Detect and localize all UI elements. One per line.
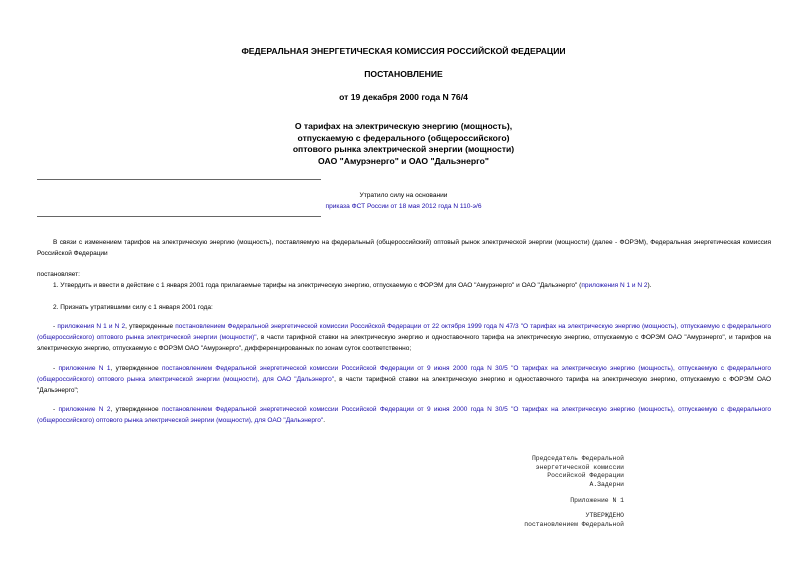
title-line-1: О тарифах на электрическую энергию (мощность),	[294, 121, 513, 131]
approved-by: постановлением Федеральной	[524, 520, 624, 528]
agency-heading: ФЕДЕРАЛЬНАЯ ЭНЕРГЕТИЧЕСКАЯ КОМИССИЯ РОССИЙСКОЙ ФЕДЕРАЦИИ	[241, 46, 566, 56]
intro-paragraph: В связи с изменением тарифов на электрическую энергию (мощность), поставляемую на федеральный (общероссийский) оптовый рынок электрической энергии (мощности) (далее - ФОРЭМ), Федеральная энергетическая комиссия Российской Федерации	[37, 239, 771, 257]
item-2-text: , утвержденное	[110, 365, 162, 372]
item-2-dash: -	[53, 365, 59, 372]
approval-block	[324, 512, 624, 529]
signature-name: А.Задерни	[589, 480, 624, 488]
item-3-appendix-link[interactable]: приложение N 2	[58, 406, 111, 413]
repeal-order-link[interactable]: приказа ФСТ России от 18 мая 2012 года N 110-э/6	[325, 203, 482, 210]
signature-line-3: Российской Федерации	[547, 472, 624, 480]
item-1-tail: , в части тарифной ставки на электрическую энергию и одноставочного тарифа на электрическую энергию, отпускаемую с ФОРЭМ ОАО "Амурэнерго", и тарифов на электрическую энергию, отпускаемую с ФОРЭМ ОАО "Амурэнерго", дифференцированных по зонам суток соответственно;	[37, 333, 771, 352]
approved-label: УТВЕРЖДЕНО	[585, 512, 624, 519]
document-title	[0, 121, 807, 167]
item-2-tail: , в части тарифной ставки на электрическую энергию и одноставочного тарифа на электрическую энергию, отпускаемую с ФОРЭМ ОАО "Дальэнерго";	[37, 375, 771, 394]
title-line-4: ОАО "Амурэнерго" и ОАО "Дальэнерго"	[318, 155, 489, 166]
repealed-item-3	[37, 405, 771, 427]
signature-line-2: энергетической комиссии	[535, 463, 624, 471]
item-2-appendix-link[interactable]: приложение N 1	[58, 365, 111, 372]
title-line-2: отпускаемую с федерального (общероссийского)	[297, 132, 510, 143]
divider-bottom	[37, 216, 321, 217]
divider-top	[37, 179, 321, 180]
clause-1-end: ).	[647, 282, 652, 289]
item-1-text: , утвержденные	[125, 323, 176, 330]
clause-1	[37, 281, 771, 292]
item-1-dash: -	[53, 323, 58, 330]
item-2-resolution-link[interactable]: постановлением Федеральной энергетической комиссии Российской Федерации от 9 июня 2000 года N 30/5 "О тарифах на электрическую энергию (мощность), отпускаемую с федерального (общероссийского) оптового рынка электрической энергии (мощности), для ОАО "Дальэнерго"	[37, 365, 771, 383]
repeal-text: Утратило силу на основании	[359, 192, 448, 199]
item-3-dash: -	[53, 406, 59, 413]
resolves-label: постановляет:	[37, 271, 80, 278]
appendix-1-2-link[interactable]: приложения N 1 и N 2	[581, 282, 648, 289]
item-1-resolution-link[interactable]: постановлением Федеральной энергетической комиссии Российской Федерации от 22 октября 1999 года N 47/3 "О тарифах на электрическую энергию (мощность), отпускаемую с федерального (общероссийского) оптового рынка электрической энергии (мощности)"	[37, 323, 771, 341]
signature-line-1: Председатель Федеральной	[531, 455, 624, 462]
document-type: ПОСТАНОВЛЕНИЕ	[364, 69, 443, 79]
document-date: от 19 декабря 2000 года N 76/4	[339, 92, 468, 102]
clause-2: 2. Признать утратившими силу с 1 января 2001 года:	[53, 304, 213, 311]
repeal-note	[0, 190, 807, 212]
item-3-resolution-link[interactable]: постановлением Федеральной энергетической комиссии Российской Федерации от 9 июня 2000 года N 30/5 "О тарифах на электрическую энергию (мощность), отпускаемую с федерального (общероссийского) оптового рынка электрической энергии (мощности), для ОАО "Дальэнерго"	[37, 406, 771, 424]
signature-block	[324, 455, 624, 489]
appendix-label: Приложение N 1	[570, 497, 624, 504]
title-line-3: оптового рынка электрической энергии (мощности)	[292, 144, 515, 154]
item-3-tail: .	[323, 416, 325, 424]
repealed-item-2	[37, 364, 771, 396]
item-1-appendix-link[interactable]: приложения N 1 и N 2	[57, 323, 126, 330]
item-3-text: , утвержденное	[110, 406, 162, 413]
clause-1-text: 1. Утвердить и ввести в действие с 1 января 2001 года прилагаемые тарифы на электрическую энергию, отпускаемую с ФОРЭМ для ОАО "Амурэнерго" и ОАО "Дальэнерго" (	[53, 282, 582, 289]
repealed-item-1	[37, 322, 771, 354]
